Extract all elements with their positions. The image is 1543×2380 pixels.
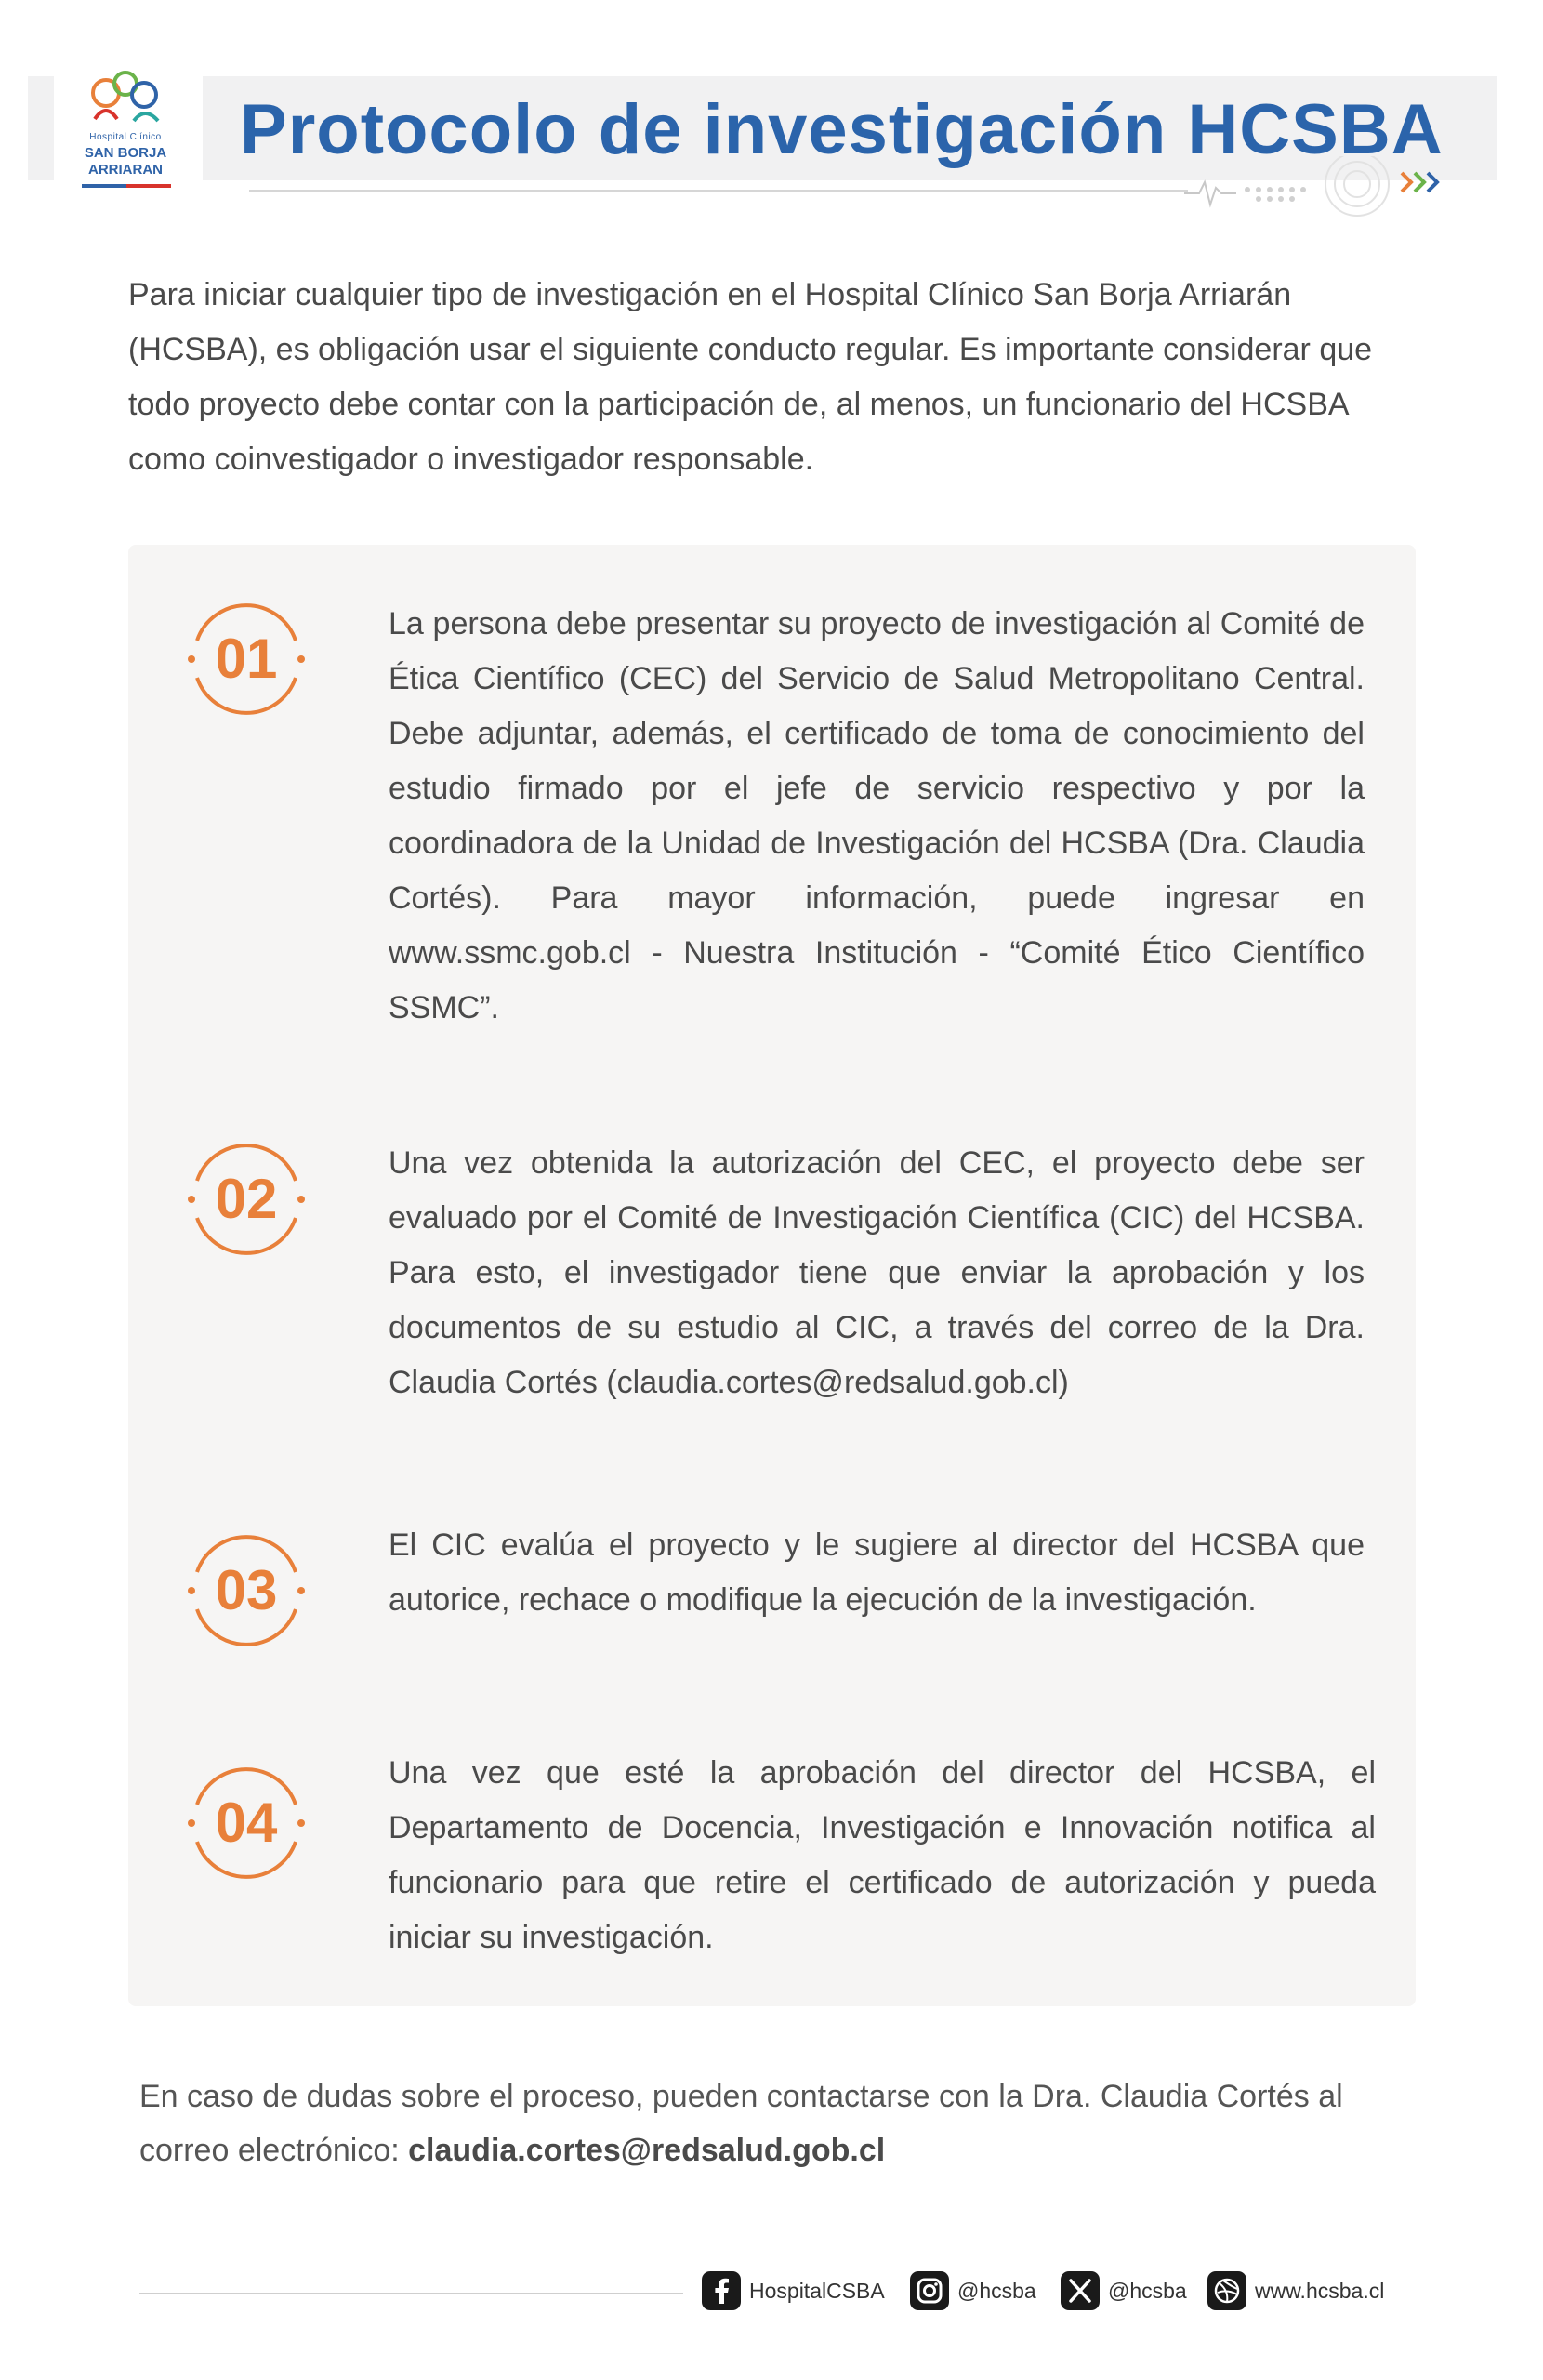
logo-line-2: ARRIARAN bbox=[88, 162, 163, 178]
footer-divider bbox=[139, 2293, 683, 2294]
social-instagram[interactable] bbox=[909, 2269, 1036, 2312]
x-icon bbox=[1060, 2270, 1101, 2311]
social-facebook[interactable] bbox=[701, 2269, 885, 2312]
hospital-logo bbox=[74, 65, 177, 195]
social-label: www.hcsba.cl bbox=[1255, 2278, 1385, 2303]
step-4-badge bbox=[177, 1753, 316, 1893]
step-number: 03 bbox=[215, 1559, 278, 1621]
step-2-badge bbox=[177, 1130, 316, 1269]
step-4-text: Una vez que esté la aprobación del director del HCSBA, el Departamento de Docencia, Investigación e Innovación notifica al funcionario para que retire el certificado de autorización y pueda iniciar su investigación. bbox=[389, 1755, 1376, 1955]
instagram-icon bbox=[909, 2270, 950, 2311]
step-2-text: Una vez obtenida la autorización del CEC, el proyecto debe ser evaluado por el Comité de Investigación Científica (CIC) del HCSBA. Para esto, el investigador tiene que enviar la aprobación y los documentos de su estudio al CIC, a través del correo de la Dra. Claudia Cortés (claudia.cortes@redsalud.gob.cl) bbox=[389, 1145, 1365, 1400]
step-number: 01 bbox=[215, 628, 278, 690]
title-underline bbox=[249, 190, 1188, 192]
logo-figures-icon bbox=[74, 65, 177, 132]
facebook-icon bbox=[701, 2270, 742, 2311]
globe-icon bbox=[1207, 2270, 1247, 2311]
header-decoration-icon bbox=[1180, 156, 1459, 221]
social-label: @hcsba bbox=[957, 2278, 1036, 2303]
contact-paragraph bbox=[139, 2069, 1422, 2177]
header-side-band bbox=[28, 76, 54, 180]
contact-text: En caso de dudas sobre el proceso, pueden contactarse con la Dra. Claudia Cortés al correo electrónico: bbox=[139, 2079, 1343, 2168]
step-number: 04 bbox=[215, 1792, 278, 1854]
step-3-badge bbox=[177, 1521, 316, 1660]
logo-flag-bar bbox=[82, 184, 171, 188]
step-number: 02 bbox=[215, 1168, 278, 1230]
social-x[interactable] bbox=[1060, 2269, 1187, 2312]
social-website[interactable] bbox=[1207, 2269, 1384, 2312]
logo-subtitle: Hospital Clínico bbox=[89, 132, 162, 142]
page-title: Protocolo de investigación HCSBA bbox=[240, 90, 1444, 169]
contact-email-link[interactable]: claudia.cortes@redsalud.gob.cl bbox=[408, 2133, 886, 2168]
logo-line-1: SAN BORJA bbox=[84, 145, 167, 161]
intro-paragraph: Para iniciar cualquier tipo de investigación en el Hospital Clínico San Borja Arriarán (HCSBA), es obligación usar el siguiente conducto regular. Es importante considerar que todo proyecto debe contar con la participación de, al menos, un funcionario del HCSBA como coinvestigador o investigador responsable. bbox=[128, 277, 1373, 477]
social-label: HospitalCSBA bbox=[749, 2278, 885, 2303]
social-label: @hcsba bbox=[1108, 2278, 1187, 2303]
step-1-badge bbox=[177, 589, 316, 729]
step-3-text: El CIC evalúa el proyecto y le sugiere al director del HCSBA que autorice, rechace o modifique la ejecución de la investigación. bbox=[389, 1527, 1365, 1618]
step-1-text: La persona debe presentar su proyecto de investigación al Comité de Ética Científico (CEC) del Servicio de Salud Metropolitano Central. Debe adjuntar, además, el certificado de toma de conocimiento del estudio firmado por el jefe de servicio respectivo y por la coordinadora de la Unidad de Investigación del HCSBA (Dra. Claudia Cortés). Para mayor información, puede ingresar en www.ssmc.gob.cl - Nuestra Institución - “Comité Ético Científico SSMC”. bbox=[389, 606, 1365, 1025]
